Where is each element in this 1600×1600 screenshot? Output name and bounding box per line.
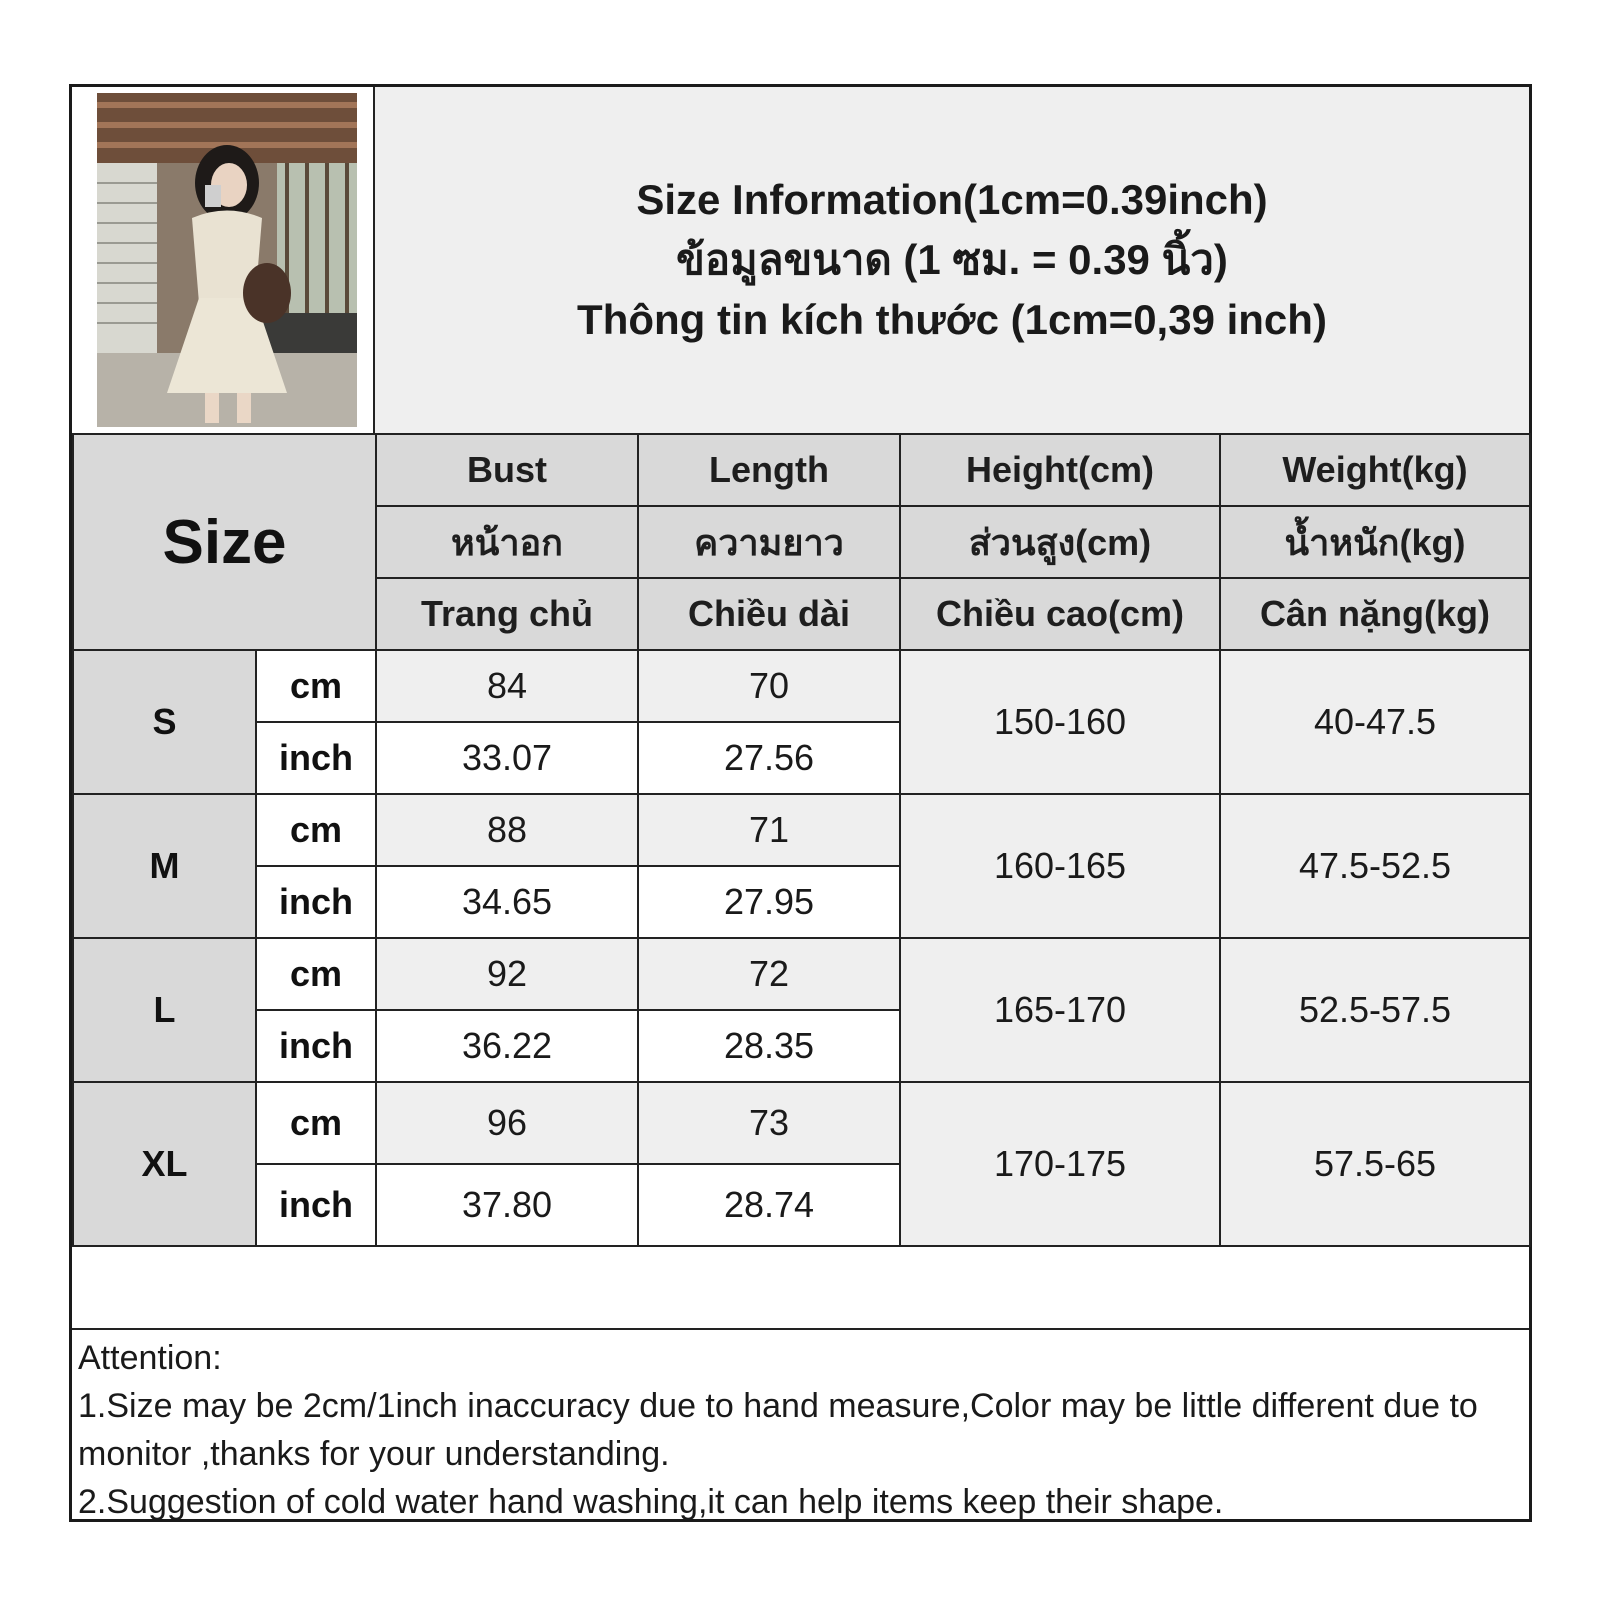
bust-cm: 88 — [376, 794, 638, 866]
col-header-bust-th: หน้าอก — [376, 506, 638, 578]
height-range: 165-170 — [900, 938, 1220, 1082]
title-cell — [375, 87, 1529, 433]
bust-inch: 33.07 — [376, 722, 638, 794]
size-table — [72, 433, 1531, 1247]
header-row-english — [73, 434, 1530, 506]
unit-cm: cm — [256, 938, 376, 1010]
length-inch: 28.74 — [638, 1164, 900, 1246]
col-header-bust-en: Bust — [376, 434, 638, 506]
weight-range: 47.5-52.5 — [1220, 794, 1530, 938]
unit-inch: inch — [256, 722, 376, 794]
size-label: S — [73, 650, 256, 794]
notes-line-2: 2.Suggestion of cold water hand washing,it can help items keep their shape. — [78, 1483, 1224, 1521]
length-inch: 28.35 — [638, 1010, 900, 1082]
height-range: 160-165 — [900, 794, 1220, 938]
notes-heading: Attention: — [78, 1339, 222, 1377]
product-photo — [97, 93, 357, 427]
col-header-weight-en: Weight(kg) — [1220, 434, 1530, 506]
table-row — [73, 938, 1530, 1010]
length-cm: 71 — [638, 794, 900, 866]
length-cm: 73 — [638, 1082, 900, 1164]
length-inch: 27.56 — [638, 722, 900, 794]
table-row — [73, 650, 1530, 722]
bust-cm: 96 — [376, 1082, 638, 1164]
weight-range: 40-47.5 — [1220, 650, 1530, 794]
table-row — [73, 794, 1530, 866]
unit-cm: cm — [256, 650, 376, 722]
col-header-height-vi: Chiều cao(cm) — [900, 578, 1220, 650]
chart-header — [72, 87, 1529, 433]
bust-inch: 37.80 — [376, 1164, 638, 1246]
size-label: L — [73, 938, 256, 1082]
length-cm: 70 — [638, 650, 900, 722]
table-row — [73, 1082, 1530, 1164]
col-header-height-th: ส่วนสูง(cm) — [900, 506, 1220, 578]
col-header-weight-th: น้ำหนัก(kg) — [1220, 506, 1530, 578]
bust-inch: 36.22 — [376, 1010, 638, 1082]
weight-range: 57.5-65 — [1220, 1082, 1530, 1246]
product-photo-cell — [72, 87, 375, 433]
length-cm: 72 — [638, 938, 900, 1010]
col-header-length-th: ความยาว — [638, 506, 900, 578]
notes-line-1: 1.Size may be 2cm/1inch inaccuracy due to hand measure,Color may be little different due to monitor ,thanks for your understanding. — [78, 1387, 1488, 1473]
col-header-height-en: Height(cm) — [900, 434, 1220, 506]
height-range: 170-175 — [900, 1082, 1220, 1246]
unit-cm: cm — [256, 794, 376, 866]
weight-range: 52.5-57.5 — [1220, 938, 1530, 1082]
unit-inch: inch — [256, 866, 376, 938]
col-header-bust-vi: Trang chủ — [376, 578, 638, 650]
size-header: Size — [73, 434, 376, 650]
size-label: XL — [73, 1082, 256, 1246]
col-header-length-en: Length — [638, 434, 900, 506]
unit-inch: inch — [256, 1164, 376, 1246]
length-inch: 27.95 — [638, 866, 900, 938]
height-range: 150-160 — [900, 650, 1220, 794]
title-thai: ข้อมูลขนาด (1 ซม. = 0.39 นิ้ว) — [676, 236, 1228, 283]
bust-cm: 84 — [376, 650, 638, 722]
attention-notes — [72, 1328, 1529, 1519]
col-header-length-vi: Chiều dài — [638, 578, 900, 650]
bust-cm: 92 — [376, 938, 638, 1010]
size-chart — [69, 84, 1532, 1522]
unit-inch: inch — [256, 1010, 376, 1082]
title-vietnamese: Thông tin kích thước (1cm=0,39 inch) — [577, 296, 1327, 343]
size-label: M — [73, 794, 256, 938]
unit-cm: cm — [256, 1082, 376, 1164]
bust-inch: 34.65 — [376, 866, 638, 938]
title-english: Size Information(1cm=0.39inch) — [636, 176, 1268, 223]
col-header-weight-vi: Cân nặng(kg) — [1220, 578, 1530, 650]
